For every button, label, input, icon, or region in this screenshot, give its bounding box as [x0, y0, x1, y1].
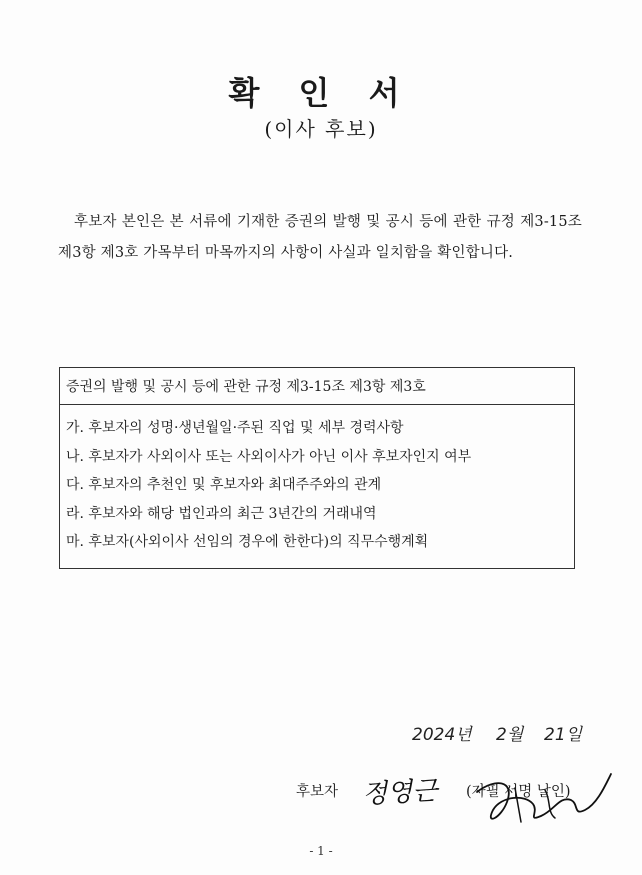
document-subtitle: (이사 후보)	[264, 117, 378, 141]
regulation-item-list	[60, 405, 574, 557]
signature-seal-text: (자필 서명 날인)	[466, 784, 571, 800]
candidate-handwritten-name: 정영근	[361, 776, 439, 810]
regulation-item: 다. 후보자의 추천인 및 후보자와 최대주주와의 관계	[66, 477, 382, 493]
date-year: 2024년	[412, 725, 472, 745]
regulation-box	[59, 367, 575, 569]
confirmation-statement: 후보자 본인은 본 서류에 기재한 증권의 발행 및 공시 등에 관한 규정 제3-15조 제3항 제3호 가목부터 마목까지의 사항이 사실과 일치함을 확인합니다.	[58, 214, 582, 261]
page-number: - 1 -	[309, 844, 333, 858]
document-title: 확 인 서	[228, 74, 414, 112]
date-month: 2월	[496, 725, 524, 745]
regulation-item: 마. 후보자(사외이사 선임의 경우에 한한다)의 직무수행계획	[66, 534, 429, 550]
regulation-item: 라. 후보자와 해당 법인과의 최근 3년간의 거래내역	[66, 505, 377, 522]
regulation-box-header: 증권의 발행 및 공시 등에 관한 규정 제3-15조 제3항 제3호	[60, 368, 574, 405]
date-day: 21일	[544, 725, 583, 745]
candidate-label: 후보자	[296, 784, 339, 800]
handwritten-signature-icon	[455, 760, 615, 840]
regulation-item: 가. 후보자의 성명·생년월일·주된 직업 및 세부 경력사항	[66, 420, 404, 436]
regulation-item: 나. 후보자가 사외이사 또는 사외이사가 아닌 이사 후보자인지 여부	[66, 448, 472, 465]
